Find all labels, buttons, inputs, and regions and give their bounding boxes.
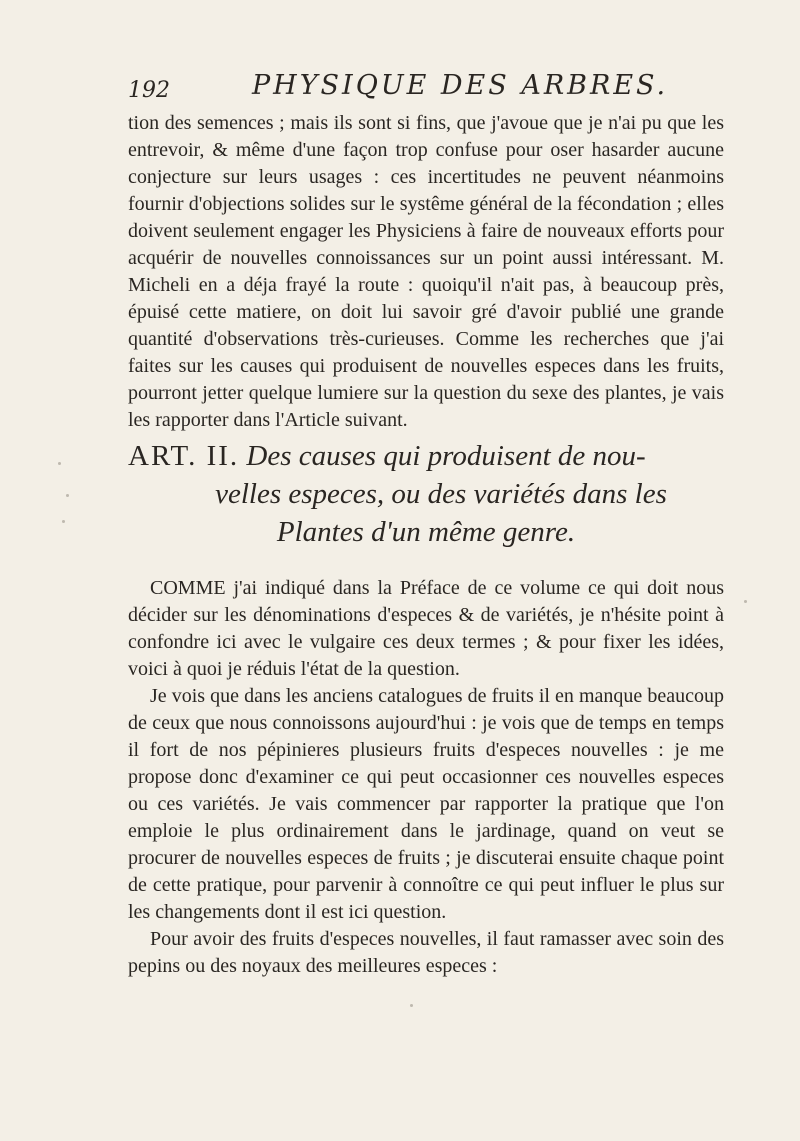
paper-speck — [58, 462, 61, 465]
article-title-line3: Plantes d'un même genre. — [276, 516, 576, 548]
page-number: 192 — [128, 78, 170, 103]
paragraph-intro — [128, 110, 724, 434]
article-title-line2: velles especes, ou des variétés dans les — [215, 478, 667, 510]
paragraph-je-vois: Je vois que dans les anciens catalogues de fruits il en manque beaucoup de ceux que nous connoissons aujourd'hui : je vois que de temps en temps il fort de nos pépinieres plusieurs fruits d'especes nouvelles : je me propose donc d'examiner ce qui peut occasionner ces nouvelles especes ou ces variétés. Je vais commencer par rapporter la pratique que l'on emploie le plus ordinairement dans le jardinage, quand on veut se procurer de nouvelles especes de fruits ; je discuterai ensuite chaque point de cette pratique, pour parvenir à connoître ce qui peut influer le plus sur les changements dont il est ici question. — [128, 685, 724, 923]
article-label: ART. II. — [128, 440, 240, 472]
paper-speck — [66, 494, 69, 497]
page-header — [128, 70, 740, 104]
paper-speck — [744, 600, 747, 603]
article-title-line1: Des causes qui produisent de nou- — [246, 440, 646, 472]
paragraph-text: tion des semences ; mais ils sont si fins, que j'avoue que je n'ai pu que les entrevoir, & même d'une façon trop confuse pour oser hasarder aucune conjecture sur leurs usages : ces incertitudes ne peuvent néanmoins fournir d'objections solides sur le systême général de la fécondation ; elles doivent seulement engager les Physiciens à faire de nouveaux efforts pour acquérir de nouvelles connoissances sur un point aussi intéressant. M. Micheli en a déja frayé la route : quoiqu'il n'ait pas, à beaucoup près, épuisé cette matiere, on doit lui savoir gré d'avoir publié une grande quantité d'observations très-curieuses. Comme les recherches que j'ai faites sur les causes qui produisent de nouvelles especes dans les fruits, pourront jetter quelque lumiere sur la question du sexe des plantes, je vais les rapporter dans l'Article suivant. — [128, 112, 724, 431]
paragraph-comme: COMME j'ai indiqué dans la Préface de ce volume ce qui doit nous décider sur les dénominations d'especes & de variétés, je n'hésite point à confondre ici avec le vulgaire ces deux termes ; & pour fixer les idées, voici à quoi je réduis l'état de la question. — [128, 577, 724, 680]
article-heading — [128, 437, 724, 551]
article-body — [128, 575, 724, 980]
paper-speck — [410, 1004, 413, 1007]
paragraph-pour-avoir: Pour avoir des fruits d'especes nouvelles, il faut ramasser avec soin des pepins ou des noyaux des meilleures especes : — [128, 928, 724, 977]
running-title: PHYSIQUE DES ARBRES. — [252, 70, 669, 101]
paper-speck — [62, 520, 65, 523]
